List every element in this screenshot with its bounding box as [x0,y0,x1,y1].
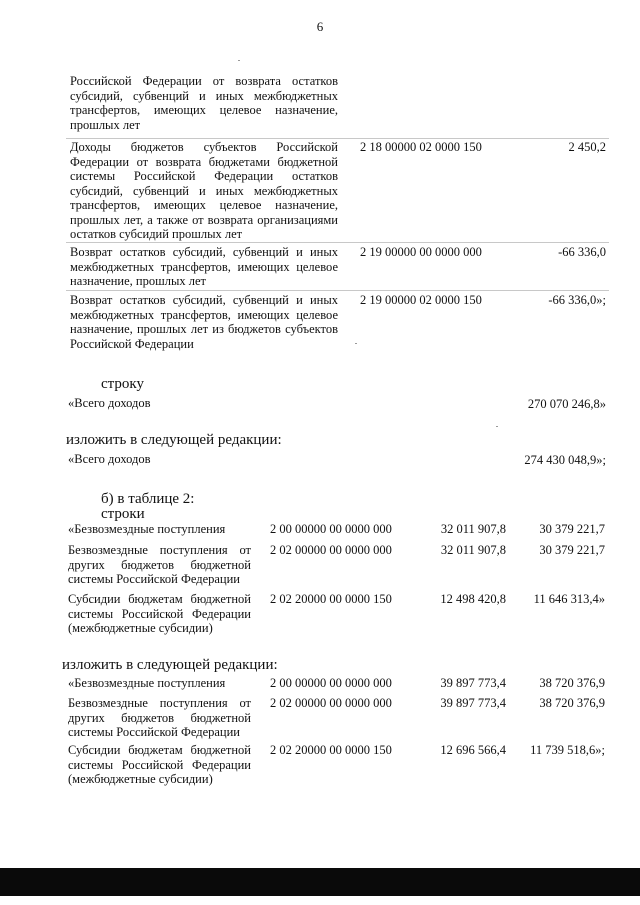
page-number: 6 [316,19,324,34]
rows-label: строки [101,506,145,522]
table2-row-sum-1: 39 897 773,4 [440,696,506,710]
table2-row-sum-2: 11 739 518,6»; [530,743,605,757]
row-divider [66,290,609,291]
table2-row-code: 2 02 20000 00 0000 150 [270,743,392,757]
table2-row-description: Субсидии бюджетам бюджетной системы Российской Федерации (межбюджетные субсидии) [68,743,251,786]
table2-row-sum-2: 11 646 313,4» [533,592,605,606]
table1-row-code: 2 19 00000 02 0000 150 [360,293,482,307]
table2-row-sum-1: 32 011 907,8 [440,522,506,536]
table2-row-code: 2 02 00000 00 0000 000 [270,543,392,557]
table1-row-code: 2 18 00000 02 0000 150 [360,140,482,154]
table2-row-description: «Безвозмездные поступления [68,522,226,536]
row-label: строку [101,376,144,392]
table2-row-code: 2 02 00000 00 0000 000 [270,696,392,710]
continued-row-description: Российской Федерации от возврата остатков субсидий, субвенций и иных межбюджетных трансфертов, имеющих целевое назначение, прошлых лет [70,74,338,132]
replace-instruction: изложить в следующей редакции: [66,432,282,448]
table1-row-amount: -66 336,0 [558,245,606,259]
scan-speck [238,60,240,61]
table1-row-code: 2 19 00000 00 0000 000 [360,245,482,259]
table2-row-sum-2: 38 720 376,9 [539,696,605,710]
table2-row-description: «Безвозмездные поступления [68,676,226,690]
total-new-amount: 274 430 048,9»; [524,453,606,467]
table2-row-description: Субсидии бюджетам бюджетной системы Российской Федерации (межбюджетные субсидии) [68,592,251,635]
table2-row-code: 2 02 20000 00 0000 150 [270,592,392,606]
total-old-label: «Всего доходов [68,396,151,410]
section-heading: б) в таблице 2: [101,491,195,507]
table2-row-sum-1: 12 498 420,8 [440,592,506,606]
table2-row-description: Безвозмездные поступления от других бюджетов бюджетной системы Российской Федерации [68,543,251,586]
scan-speck [496,426,498,427]
table2-row-code: 2 00 00000 00 0000 000 [270,676,392,690]
table1-row-description: Доходы бюджетов субъектов Российской Федерации от возврата бюджетами бюджетной системы Российской Федерации остатков субсидий, субвенций и иных межбюджетных трансфертов, имеющих целевое назначение, прошлых лет, а также от возврата организациями остатков субсидий прошлых лет [70,140,338,241]
table2-row-sum-1: 32 011 907,8 [440,543,506,557]
table2-row-sum-2: 30 379 221,7 [539,522,605,536]
replace-instruction: изложить в следующей редакции: [62,657,278,673]
scan-speck [355,343,357,344]
table1-row-amount: 2 450,2 [568,140,606,154]
table2-row-code: 2 00 00000 00 0000 000 [270,522,392,536]
table2-row-sum-1: 12 696 566,4 [440,743,506,757]
table1-row-description: Возврат остатков субсидий, субвенций и иных межбюджетных трансфертов, имеющих целевое назначение, прошлых лет [70,245,338,288]
table2-row-sum-1: 39 897 773,4 [440,676,506,690]
table1-row-description: Возврат остатков субсидий, субвенций и иных межбюджетных трансфертов, имеющих целевое назначение, прошлых лет из бюджетов субъектов Российской Федерации [70,293,338,351]
total-new-label: «Всего доходов [68,452,151,466]
row-divider [66,138,609,139]
table1-row-amount: -66 336,0»; [548,293,606,307]
row-divider [66,242,609,243]
scan-bottom-edge [0,868,640,896]
table2-row-sum-2: 38 720 376,9 [539,676,605,690]
total-old-amount: 270 070 246,8» [527,397,606,411]
table2-row-sum-2: 30 379 221,7 [539,543,605,557]
table2-row-description: Безвозмездные поступления от других бюджетов бюджетной системы Российской Федерации [68,696,251,739]
